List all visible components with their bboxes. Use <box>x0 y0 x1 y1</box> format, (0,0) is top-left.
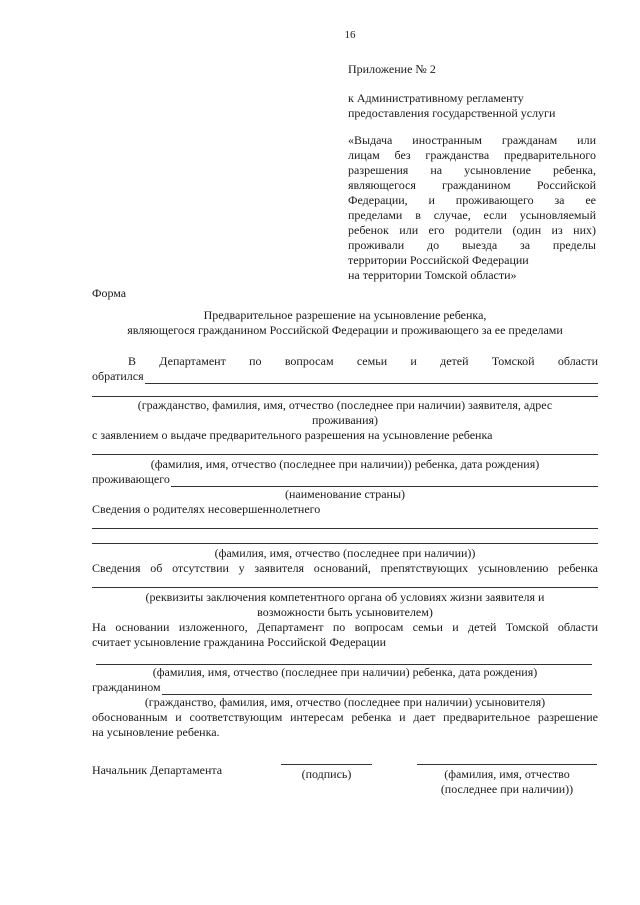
page-number: 16 <box>344 29 356 41</box>
caption-adopter: (гражданство, фамилия, имя, отчество (последнее при наличии) усыновителя) <box>144 695 546 709</box>
citizen-row <box>92 680 592 695</box>
service-line: разрешения на усыновление ребенка, <box>348 163 596 177</box>
caption-conclusion-2: возможности быть усыновителем) <box>257 605 433 619</box>
final-line-1: обоснованным и соответствующим интересам ребенка и дает предварительное разрешение <box>92 710 598 724</box>
appendix-ref-line-1: к Административному регламенту <box>348 91 524 105</box>
final-line-2: на усыновление ребенка. <box>92 725 220 739</box>
parents-input-line-1[interactable] <box>92 516 598 529</box>
form-label: Форма <box>92 286 127 300</box>
service-line: пределами в случае, если усыновляемый <box>348 208 596 222</box>
residing-row <box>92 472 598 487</box>
service-line: территории Российской Федерации <box>348 253 529 267</box>
parents-label: Сведения о родителях несовершеннолетнего <box>92 502 321 516</box>
residing-label: проживающего <box>92 472 170 486</box>
caption-country: (наименование страны) <box>284 487 406 501</box>
country-input-line[interactable] <box>171 474 598 487</box>
service-line: лицам без гражданства предварительного <box>348 148 596 162</box>
statement-line: с заявлением о выдаче предварительного разрешения на усыновление ребенка <box>92 428 493 442</box>
department-line: В Департамент по вопросам семьи и детей Томской области <box>128 354 598 368</box>
document-title-line-2: являющегося гражданином Российской Федерации и проживающего за ее пределами <box>127 323 563 337</box>
child-input-line[interactable] <box>92 442 598 455</box>
name-caption-1: (фамилия, имя, отчество <box>444 767 570 781</box>
caption-applicant-1: (гражданство, фамилия, имя, отчество (последнее при наличии) заявителя, адрес <box>137 398 553 412</box>
caption-conclusion-1: (реквизиты заключения компетентного органа об условиях жизни заявителя и <box>145 590 545 604</box>
basis-line-1: На основании изложенного, Департамент по вопросам семьи и детей Томской области <box>92 620 598 634</box>
caption-child: (фамилия, имя, отчество (последнее при наличии)) ребенка, дата рождения) <box>150 457 540 471</box>
head-of-department-label: Начальник Департамента <box>92 763 223 777</box>
caption-applicant-2: проживания) <box>311 413 379 427</box>
applied-row <box>92 369 598 384</box>
service-line: являющегося гражданином Российской <box>348 178 596 192</box>
service-line: на территории Томской области» <box>348 268 517 282</box>
applicant-input-line-2[interactable] <box>92 384 598 397</box>
service-line: проживали до выезда за пределы <box>348 238 596 252</box>
child2-input-line[interactable] <box>96 652 592 665</box>
name-caption-2: (последнее при наличии)) <box>440 782 574 796</box>
adopter-input-line[interactable] <box>162 682 592 695</box>
signature-line[interactable] <box>281 752 372 765</box>
service-line: Федерации, и проживающего за ее <box>348 193 596 207</box>
caption-fio: (фамилия, имя, отчество (последнее при наличии)) <box>214 546 476 560</box>
service-description <box>348 133 596 283</box>
appendix-ref-line-2: предоставления государственной услуги <box>348 106 556 120</box>
applicant-input-line[interactable] <box>145 371 598 384</box>
citizen-label: гражданином <box>92 680 161 694</box>
applied-label: обратился <box>92 369 144 383</box>
conclusion-input-line[interactable] <box>92 575 598 588</box>
service-line: ребенок или его родители (один из них) <box>348 223 596 237</box>
basis-line-2: считает усыновление гражданина Российской Федерации <box>92 635 387 649</box>
absence-line: Сведения об отсутствии у заявителя оснований, препятствующих усыновлению ребенка <box>92 561 598 575</box>
appendix-title: Приложение № 2 <box>348 62 436 76</box>
caption-child-2: (фамилия, имя, отчество (последнее при наличии) ребенка, дата рождения) <box>152 665 538 679</box>
document-title-line-1: Предварительное разрешение на усыновление ребенка, <box>203 308 487 322</box>
signature-caption: (подпись) <box>301 767 352 781</box>
parents-input-line-2[interactable] <box>92 531 598 544</box>
service-line: «Выдача иностранным гражданам или <box>348 133 596 147</box>
name-line[interactable] <box>417 752 597 765</box>
